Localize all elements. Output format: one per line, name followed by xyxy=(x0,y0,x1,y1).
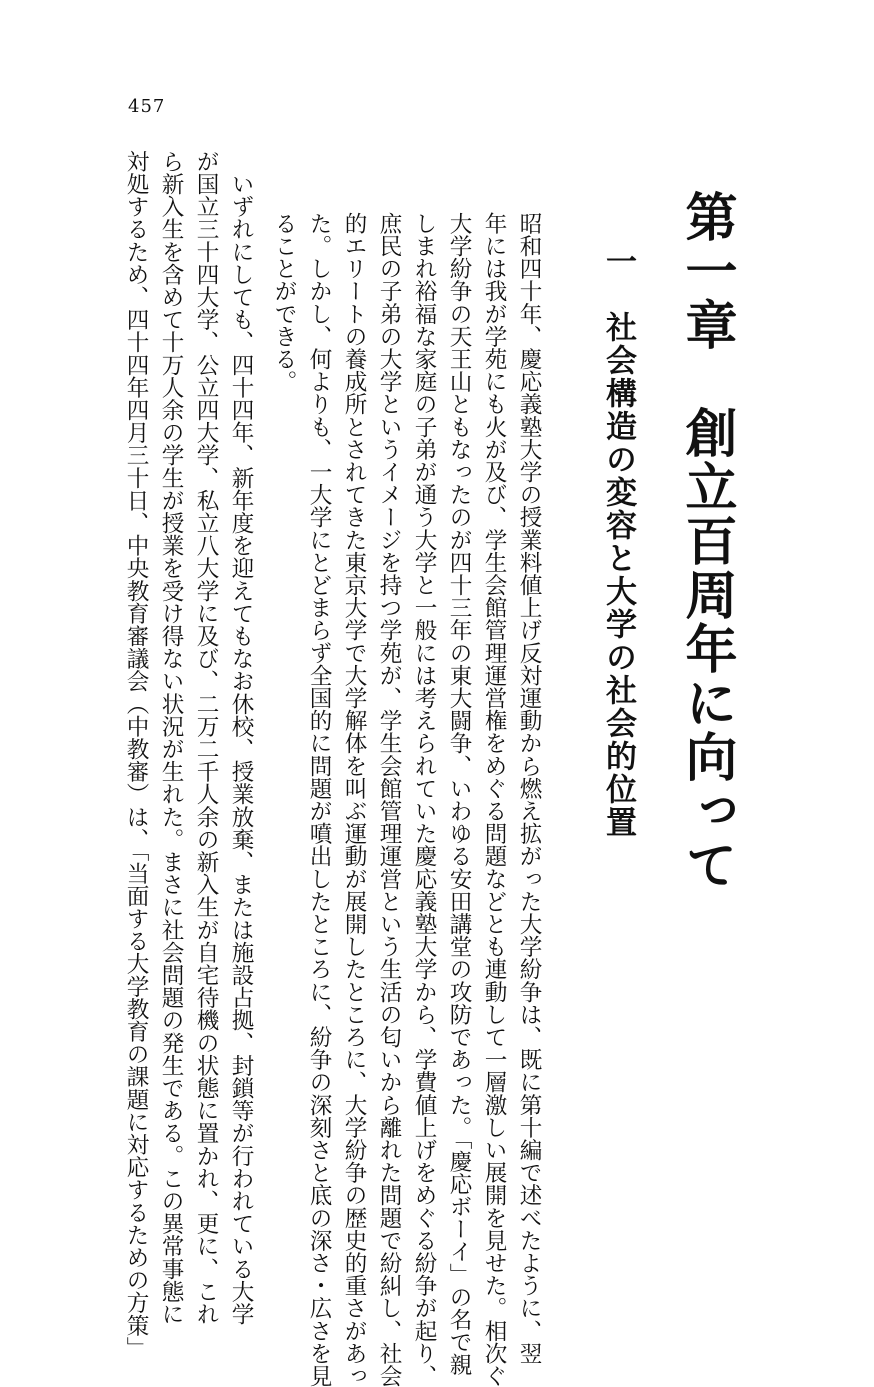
section-title: 一 社会構造の変容と大学の社会的位置 xyxy=(600,245,636,839)
body-column-1: 昭和四十年、慶応義塾大学の授業料値上げ反対運動から燃え拡がった大学紛争は、既に第十編で述べたように、翌 xyxy=(516,212,542,1365)
body-column-10: が国立三十四大学、公立四大学、私立八大学に及び、二万二千人余の新入生が自宅待機の状態に置かれ、更に、これ xyxy=(193,150,219,1326)
body-column-2: 年には我が学苑にも火が及び、学生会館管理運営権をめぐる問題などとも連動して一層激しい展開を見せた。相次ぐ xyxy=(481,212,507,1387)
body-column-11: ら新入生を含めて十万人余の学生が授業を受け得ない状況が生れた。まさに社会問題の発生である。この異常事態に xyxy=(158,150,184,1326)
body-column-9: いずれにしても、四十四年、新年度を迎えてもなお休校、授業放棄、または施設占拠、封鎖等が行われている大学 xyxy=(228,150,254,1326)
body-column-6: 的エリートの養成所とされてきた東京大学で大学解体を叫ぶ運動が展開したところに、大学紛争の歴史的重さがあっ xyxy=(341,212,367,1387)
body-column-5: 庶民の子弟の大学というイメージを持つ学苑が、学生会館管理運営という生活の匂いから離れた問題で紛糾し、社会 xyxy=(376,212,402,1387)
body-column-4: しまれ裕福な家庭の子弟が通う大学と一般には考えられていた慶応義塾大学から、学費値上げをめぐる紛争が起り、 xyxy=(411,212,437,1387)
page-number: 457 xyxy=(128,96,166,117)
body-column-8: ることができる。 xyxy=(271,212,297,393)
body-column-3: 大学紛争の天王山ともなったのが四十三年の東大闘争、いわゆる安田講堂の攻防であった。「慶応ボーイ」の名で親 xyxy=(446,212,472,1376)
body-column-7: た。しかし、何よりも、一大学にとどまらず全国的に問題が噴出したところに、紛争の深刻さと底の深さ・広さを見 xyxy=(306,212,332,1387)
body-column-12: 対処するため、四十四年四月三十日、中央教育審議会（中教審）は、「当面する大学教育の課題に対応するための方策」 xyxy=(123,150,149,1360)
chapter-title: 第一章 創立百周年に向って xyxy=(676,190,737,892)
